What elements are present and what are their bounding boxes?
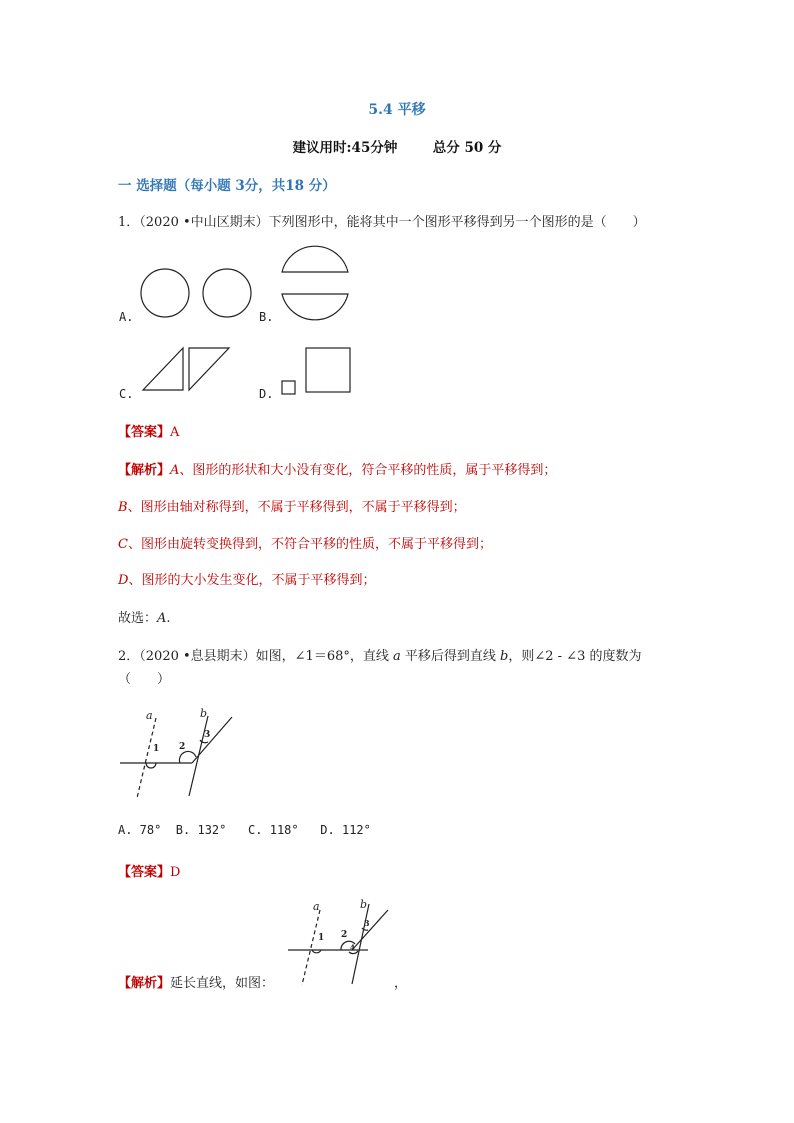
q2-fig-label-2: 2 <box>179 742 186 752</box>
q1-analysis-c-letter: C <box>118 537 128 552</box>
q2-fig2-label-2: 2 <box>341 930 348 940</box>
q2-analysis-text: 延长直线，如图： <box>170 976 275 991</box>
section-heading: 一 选择题（每小题 3分，共18 分） <box>118 178 336 194</box>
q2-answer-value: D <box>170 865 181 880</box>
q2-analysis-label: 【解析】 <box>118 976 171 991</box>
q2-options: A. 78° B. 132° C. 118° D. 112° <box>118 823 371 837</box>
q2-answer-label: 【答案】 <box>118 865 171 880</box>
q2-stem-line2: （ ） <box>118 672 171 687</box>
page-title: 5.4 平移 <box>368 102 426 118</box>
q2-fig-label-3: 3 <box>204 730 211 740</box>
q2-fig-label-a: a <box>146 709 153 722</box>
q2-stem-part3: ，则∠2 - ∠3 的度数为 <box>508 649 642 664</box>
q2-stem-part2: 平移后得到直线 <box>400 649 501 664</box>
q1-option-b-label: B. <box>259 310 274 324</box>
q1-conclusion-prefix: 故选： <box>118 611 158 626</box>
q2-stem-b: b <box>500 649 509 664</box>
q1-analysis-a-text: 、图形的形状和大小没有变化，符合平移的性质，属于平移得到； <box>179 463 557 478</box>
q1-analysis-c-text: 、图形由旋转变换得到，不符合平移的性质，不属于平移得到； <box>127 537 492 552</box>
q1-option-c-label: C. <box>119 387 134 401</box>
q1-conclusion-suffix: . <box>166 611 171 626</box>
q2-fig2-label-b: b <box>360 898 368 911</box>
q2-stem-part1: 2．（2020 •息县期末）如图，∠1＝68°，直线 <box>118 649 393 664</box>
q1-answer-label: 【答案】 <box>118 425 171 440</box>
q1-analysis-a-letter: A <box>170 463 180 478</box>
q2-analysis <box>118 972 274 991</box>
q2-stem-a: a <box>393 649 401 664</box>
suggested-time: 建议用时:45分钟 <box>292 140 398 156</box>
q1-analysis-d-letter: D <box>118 573 129 588</box>
q2-fig2-label-a: a <box>313 900 320 913</box>
q1-conclusion-letter: A <box>157 611 167 626</box>
q1-analysis-b-text: 、图形由轴对称得到，不属于平移得到，不属于平移得到； <box>127 500 466 515</box>
q2-fig2-line-a-dashed <box>302 910 320 985</box>
q1-analysis-label: 【解析】 <box>118 463 171 478</box>
q1-option-d-label: D. <box>259 387 274 401</box>
q2-fig-label-b: b <box>200 707 208 720</box>
q2-fig2-label-4: 4 <box>350 943 355 952</box>
q2-fig-label-1: 1 <box>153 744 160 754</box>
question-1-stem: 1．（2020 •中山区期末）下列图形中，能将其中一个图形平移得到另一个图形的是（ ） <box>118 215 646 230</box>
q1-option-a-label: A. <box>119 310 134 324</box>
q1-analysis-d-text: 、图形的大小发生变化，不属于平移得到； <box>128 573 376 588</box>
q1-analysis-b-letter: B <box>118 500 128 515</box>
q1-answer-value: A <box>170 425 180 440</box>
q2-fig2-transversal <box>352 910 388 950</box>
q2-fig2-label-1: 1 <box>318 933 325 943</box>
q2-fig2-label-3: 3 <box>364 918 370 928</box>
total-score: 总分 50 分 <box>432 140 502 156</box>
q2-trailing-comma: ， <box>394 976 408 991</box>
